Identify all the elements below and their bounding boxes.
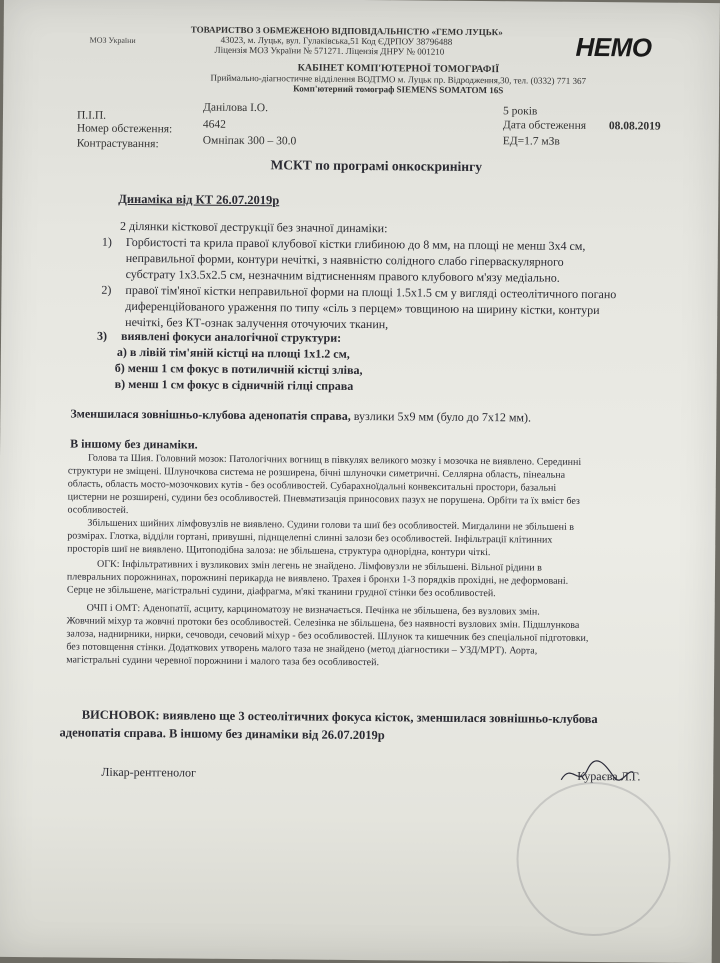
item2-line: диференційованого ураження по типу «сіль з перцем» товщиною на ширину кістки, контури [125, 298, 600, 318]
item2-line: правої тім'яної кістки неправильної форми на площі 1.5х1.5 см у вигляді остеолітичного погано [125, 282, 617, 302]
exam-number-value: 4642 [202, 118, 226, 131]
company-name: ТОВАРИСТВО З ОБМЕЖЕНОЮ ВІДПОВІДАЛЬНІСТЮ «ГЕМО ЛУЦЬК» [190, 24, 503, 38]
ogk-line: плевральних порожнинах, порожнині перикарда не виявлено. Трахея і бронхи 1-3 порядків прохідні, не деформовані. [66, 571, 569, 587]
contrast-value: Омніпак 300 – 30.0 [202, 134, 297, 148]
exam-number-label: Номер обстеження: [76, 122, 173, 136]
ogk-line: Серце не збільшене, магістральні судини, діафрагма, м'які тканини грудної стінки без особливостей. [66, 584, 496, 600]
cabinet-block [163, 62, 633, 96]
item1-line: субстрату 1х3.5х2.5 см, незначним відтисненням правого клубового м'язу медіально. [125, 266, 560, 285]
item3-heading: виявлені фокуси аналогічної структури: [120, 328, 342, 345]
other-heading: В іншому без динаміки. [70, 436, 198, 452]
item2-text [125, 282, 616, 334]
head-line: Збільшених шийних лімфовузлів не виявлено. Судини голови та шиї без особливостей. Мигдалини не збільшені в [87, 517, 575, 533]
item3-c: в) менш 1 см фокус в сідничній гілці справа [114, 376, 354, 393]
item1-line: неправильної форми, контури нечіткі, з наявністю солідного слабо гіперваскулярного [125, 250, 564, 269]
doctor-role: Лікар-рентгенолог [101, 764, 197, 780]
adenopathy-bold: Зменшилася зовнішньо-клубова аденопатія справа, [70, 406, 351, 423]
head-neck-section [67, 451, 581, 559]
ministry-label: МОЗ України [89, 35, 136, 46]
age-value: 5 років [502, 105, 538, 118]
item2-line: нечіткі, без КТ-ознак залучення оточуючих тканин, [125, 314, 389, 332]
cabinet-address: Приймально-діагностичне відділення ВОДТМО м. Луцьк пр. Відродження,30, тел. (0332) 771 367 [210, 72, 587, 86]
adenopathy-line [70, 405, 531, 425]
company-block [191, 25, 503, 58]
head-line: область, область мосто-мозочкових кутів - без особливостей. Субарахноїдальні конвекситальні простори, базальні [67, 478, 557, 494]
item3-number: 3) [96, 328, 108, 343]
head-line: цистерни не розширені, судини без особливостей. Пневматизація приносових пазух не порушена. Орбіти та їх вміст без [67, 491, 580, 507]
adenopathy-rest: вузлики 5х9 мм (було до 7х12 мм). [350, 408, 532, 425]
ogk-line: ОГК: Інфільтративних і вузликових змін легень не знайдено. Лімфовузли не збільшені. Вільної рідини в [97, 558, 542, 574]
head-line: структури не зміщені. Шлуночкова система не розширена, бічні шлуночки симетричні. Селлярна область, пінеальна [67, 465, 566, 481]
contrast-label: Контрастування: [76, 137, 159, 151]
dose-value: ЕД=1.7 мЗв [502, 135, 560, 148]
ochp-line: без потовщення стінки. Додаткових утворень малого таза не знайдено (метод діагностики – УЗД/МРТ). Аорта, [66, 641, 538, 657]
report-title: МСКТ по програмі онкоскринінгу [270, 157, 483, 175]
conclusion-line: аденопатія справа. В іншому без динаміки від 26.07.2019р [59, 725, 385, 743]
ochp-line: Жовчний міхур та жовчні протоки без особливостей. Селезінка не збільшена, без наявності вузлових змін. Підшлункова [66, 615, 580, 631]
cabinet-title: КАБІНЕТ КОМП'ЮТЕРНОЇ ТОМОГРАФІЇ [297, 62, 500, 76]
dynamics-heading: Динаміка від КТ 26.07.2019р [118, 191, 280, 208]
item3-a: а) в лівій тім'яній кістці на площі 1х1.2 см, [116, 344, 350, 361]
ogk-section [67, 557, 569, 600]
company-address: 43023, м. Луцьк, вул. Гулаківська,51 Код ЄДРПОУ 38796488 [220, 34, 453, 47]
ochp-line: залоза, наднирники, нирки, сечоводи, сечовий міхур - без особливостей. Шлунок та кишечник без спеціальної підготовки, [66, 628, 589, 645]
name-value: Данілова І.О. [203, 101, 269, 115]
head-line: просторів шиї не виявлено. Щитоподібна залоза: не збільшена, структура однорідна, контури чіткі. [67, 543, 491, 559]
ochp-line: ОЧП і ОМТ: Аденопатії, асциту, карциноматозу не визначається. Печінка не збільшена, без вузлових змін. [86, 602, 540, 618]
item2-number: 2) [101, 282, 112, 297]
doctor-name: Кураєва Л.Г. [577, 768, 641, 784]
conclusion-line: ВИСНОВОК: виявлено ще 3 остеолітичних фокуса кісток, зменшилася зовнішньо-клубова [81, 707, 598, 727]
exam-date-label: Дата обстеження [502, 119, 587, 132]
findings-intro: 2 ділянки кісткової деструкції без значної динаміки: [119, 218, 388, 236]
item1-number: 1) [101, 234, 112, 249]
company-license: Ліцензія МОЗ України № 571271. Ліцензія ДНРУ № 001210 [214, 44, 445, 57]
head-line: розмірах. Глотка, відділи гортані, привушні, піднщелепні слинні залози без особливостей. Інфільтрації клітинних [67, 530, 553, 546]
head-line: Голова та Шия. Головний мозок: Патологічних вогнищ в півкулях великого мозку і мозочка не виявлено. Серединні [87, 452, 582, 468]
ochp-section [66, 601, 589, 671]
item1-line: Горбистості та крила правої клубової кістки глибиною до 8 мм, на площі не менш 3х4 см, [125, 234, 586, 253]
exam-date-value: 08.08.2019 [608, 120, 661, 133]
item1-text [126, 234, 586, 286]
faint-stamp [516, 781, 671, 936]
name-label: П.І.П. [76, 109, 107, 122]
head-line: особливостей. [67, 504, 129, 516]
ochp-line: магістральні судини черевної порожнини і малого таза без особливостей. [66, 654, 380, 669]
scanner-model: Комп'ютерний томограф SIEMENS SOMATOM 16S [293, 83, 504, 96]
hemo-logo: НЕМО [575, 31, 652, 63]
conclusion [60, 705, 598, 746]
item3-b: б) менш 1 см фокус в потиличній кістці зліва, [114, 360, 363, 378]
